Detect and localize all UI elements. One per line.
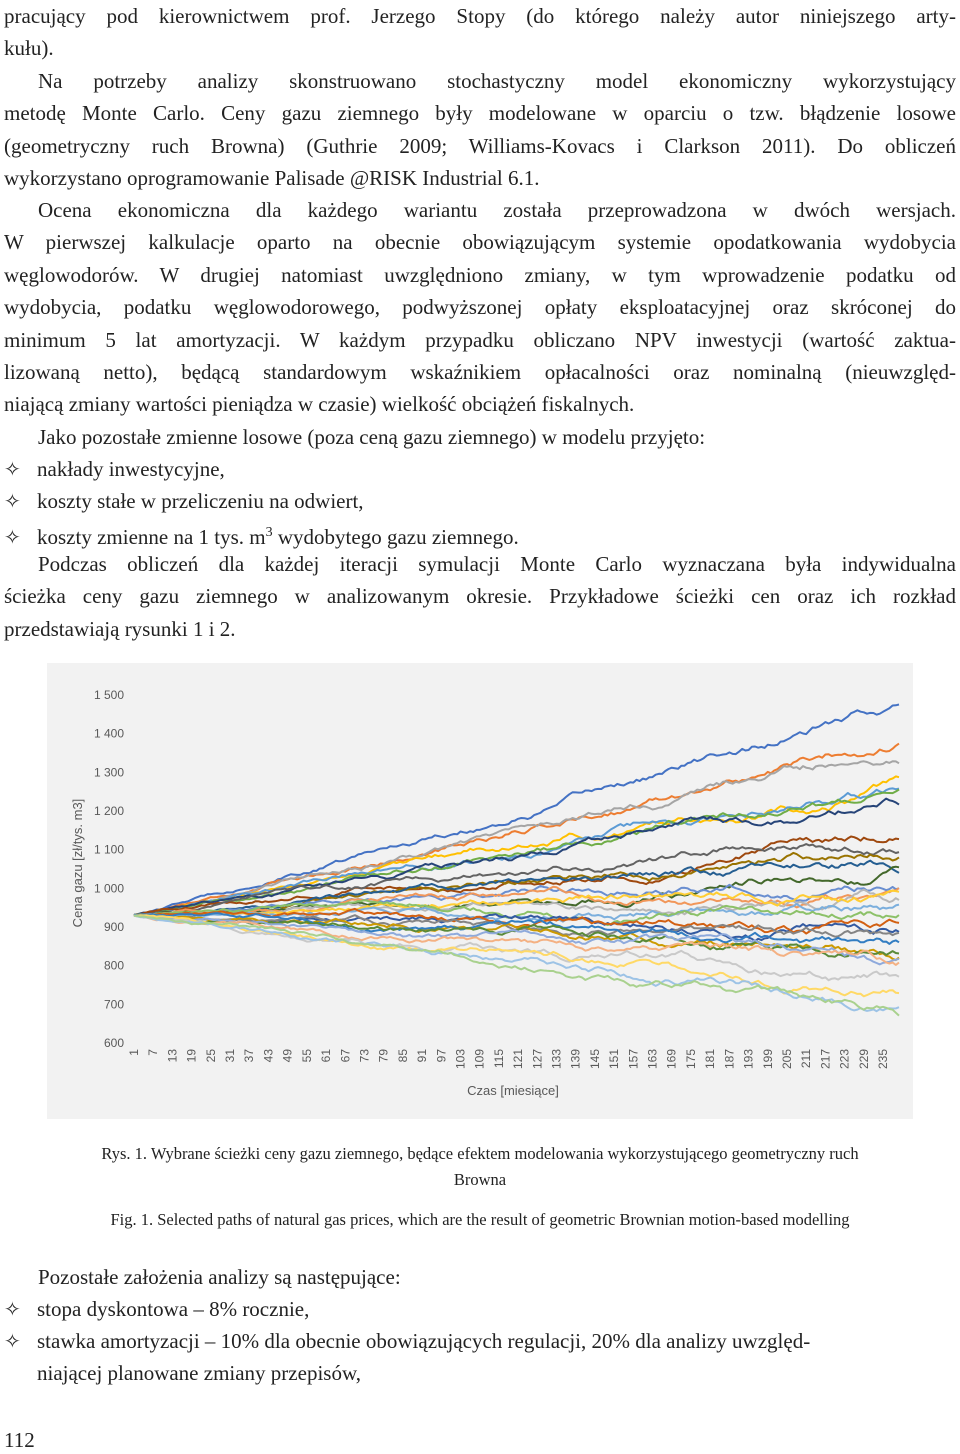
price-path-line (134, 761, 899, 915)
text-line: pracujący pod kierownictwem prof. Jerzego Stopy (do którego należy autor niniejszego arty- (4, 4, 956, 28)
bullet-star-icon: ✧ (4, 489, 21, 513)
x-tick-label: 55 (299, 1049, 314, 1063)
x-tick-label: 181 (703, 1049, 718, 1070)
x-tick-label: 61 (319, 1049, 334, 1063)
superscript: 3 (265, 525, 273, 540)
list-item-continuation (37, 1357, 361, 1389)
text-line: Pozostałe założenia analizy są następujące: (38, 1265, 401, 1289)
text-line: lizowaną netto), będącą standardowym wskaźnikiem opłacalności oraz nominalną (nieuwzględ- (4, 359, 956, 384)
paragraph-simulation (4, 548, 956, 645)
chart-svg (47, 663, 913, 1119)
text-line: ścieżka ceny gazu ziemnego w analizowanym okresie. Przykładowe ścieżki cen oraz ich rozkład (4, 584, 956, 609)
x-tick-label: 169 (664, 1049, 679, 1070)
bullet-star-icon: ✧ (4, 1297, 21, 1321)
figure-caption-pl-cont: Browna (453, 1170, 507, 1189)
text-line: W pierwszej kalkulacje oparto na obecnie obowiązującym systemie opodatkowania wydobycia (4, 230, 956, 255)
x-tick-label: 25 (203, 1049, 218, 1063)
y-tick-label: 1 200 (93, 804, 124, 818)
list-item-text: stopa dyskontowa – 8% rocznie, (37, 1297, 310, 1321)
x-tick-label: 91 (415, 1049, 430, 1063)
x-tick-label: 199 (760, 1049, 775, 1070)
paragraph-continuation (4, 0, 956, 65)
x-tick-label: 127 (530, 1049, 545, 1070)
x-tick-label: 187 (722, 1049, 737, 1070)
y-tick-label: 1 500 (93, 688, 124, 702)
x-tick-label: 7 (146, 1049, 161, 1056)
x-tick-label: 73 (357, 1049, 372, 1063)
list-item-text: wydobytego gazu ziemnego. (272, 525, 519, 549)
x-tick-label: 121 (511, 1049, 526, 1070)
price-path-line (134, 744, 899, 916)
list-item-text: koszty zmienne na 1 tys. m (37, 525, 266, 549)
y-tick-label: 600 (103, 1036, 124, 1050)
list-item (4, 485, 364, 517)
page-number: 112 (4, 1428, 35, 1452)
list-item-text: nakłady inwestycyjne, (37, 457, 225, 481)
list-item (4, 453, 225, 485)
paragraph-assumptions (4, 1261, 956, 1293)
text-line: wydobycia, podatku węglowodorowego, podwyższonej opłaty eksploatacyjnej oraz skróconej do (4, 295, 956, 320)
x-tick-label: 49 (280, 1049, 295, 1063)
text-line: minimum 5 lat amortyzacji. W każdym przypadku obliczano NPV inwestycji (wartość zaktua- (4, 327, 956, 352)
list-item (4, 1325, 956, 1357)
x-tick-label: 1 (127, 1049, 141, 1056)
text-line: (geometryczny ruch Browna) (Guthrie 2009; Williams-Kovacs i Clarkson 2011). Do obliczeń (4, 133, 956, 158)
text-line: metodę Monte Carlo. Ceny gazu ziemnego były modelowane w oparciu o tzw. błądzenie losowe (4, 101, 956, 126)
list-item-text: stawka amortyzacji – 10% dla obecnie obowiązujących regulacji, 20% dla analizy uwzględ- (37, 1329, 811, 1353)
text-line: węglowodorów. W drugiej natomiast uwzględniono zmiany, w tym wprowadzenie podatku od (4, 262, 956, 287)
x-tick-label: 133 (549, 1049, 564, 1070)
y-tick-label: 1 400 (93, 726, 124, 741)
x-tick-label: 43 (261, 1049, 276, 1063)
x-tick-label: 115 (491, 1049, 506, 1069)
bullet-star-icon: ✧ (4, 457, 21, 481)
text-line: wykorzystano oprogramowanie Palisade @RISK Industrial 6.1. (4, 166, 540, 191)
x-tick-label: 205 (779, 1049, 794, 1070)
x-tick-label: 109 (472, 1049, 487, 1070)
x-tick-label: 103 (453, 1049, 468, 1070)
x-tick-label: 235 (875, 1049, 890, 1070)
figure-chart (47, 663, 913, 1119)
x-tick-label: 31 (223, 1049, 238, 1063)
paragraph-method (4, 65, 956, 195)
y-tick-label: 1 100 (93, 842, 124, 857)
x-tick-label: 163 (645, 1049, 660, 1070)
y-axis-label: Cena gazu [zł/tys. m3] (70, 798, 85, 928)
y-tick-label: 700 (103, 997, 124, 1012)
x-tick-label: 193 (741, 1049, 756, 1070)
x-tick-label: 223 (837, 1049, 852, 1070)
list-item-text: koszty stałe w przeliczeniu na odwiert, (37, 489, 364, 513)
x-tick-label: 67 (338, 1049, 353, 1063)
figure-caption-pl: Rys. 1. Wybrane ścieżki ceny gazu ziemnego, będące efektem modelowania wykorzystującego geometryczny ruch (101, 1144, 859, 1163)
x-tick-label: 151 (607, 1049, 622, 1070)
text-line: niającą zmiany wartości pieniądza w czasie) wielkość obciążeń fiskalnych. (4, 392, 635, 417)
text-line: Ocena ekonomiczna dla każdego wariantu została przeprowadzona w dwóch wersjach. (38, 198, 956, 222)
paragraph-evaluation (4, 194, 956, 421)
list-item-text: niającej planowane zmiany przepisów, (37, 1361, 362, 1385)
bullet-star-icon: ✧ (4, 525, 21, 549)
figure-caption-en: Fig. 1. Selected paths of natural gas prices, which are the result of geometric Brownian motion-based modelling (110, 1210, 850, 1229)
x-tick-label: 211 (799, 1049, 814, 1069)
text-line: kułu). (4, 36, 54, 61)
paragraph-random-variables (4, 421, 956, 453)
x-tick-label: 175 (683, 1049, 698, 1070)
x-tick-label: 85 (395, 1049, 410, 1063)
text-line: przedstawiają rysunki 1 i 2. (4, 616, 236, 641)
list-item (4, 1293, 309, 1325)
x-tick-label: 157 (626, 1049, 641, 1070)
x-tick-label: 139 (568, 1049, 583, 1070)
x-tick-label: 229 (856, 1049, 871, 1070)
x-axis-label: Czas [miesiące] (467, 1083, 559, 1098)
x-tick-label: 79 (376, 1049, 391, 1063)
x-tick-label: 13 (165, 1049, 180, 1063)
bullet-star-icon: ✧ (4, 1329, 21, 1353)
x-tick-label: 217 (818, 1049, 833, 1070)
y-tick-label: 1 000 (93, 881, 124, 896)
text-line: Na potrzeby analizy skonstruowano stochastyczny model ekonomiczny wykorzystujący (38, 69, 956, 93)
text-line: Podczas obliczeń dla każdej iteracji symulacji Monte Carlo wyznaczana była indywidualna (38, 552, 956, 576)
x-tick-label: 97 (434, 1049, 449, 1063)
text-line: Jako pozostałe zmienne losowe (poza ceną gazu ziemnego) w modelu przyjęto: (38, 425, 706, 449)
x-tick-label: 145 (587, 1049, 602, 1070)
x-tick-label: 37 (242, 1049, 257, 1063)
y-tick-label: 900 (103, 920, 124, 934)
y-tick-label: 1 300 (93, 765, 124, 780)
y-tick-label: 800 (103, 958, 124, 973)
x-tick-label: 19 (184, 1049, 199, 1063)
